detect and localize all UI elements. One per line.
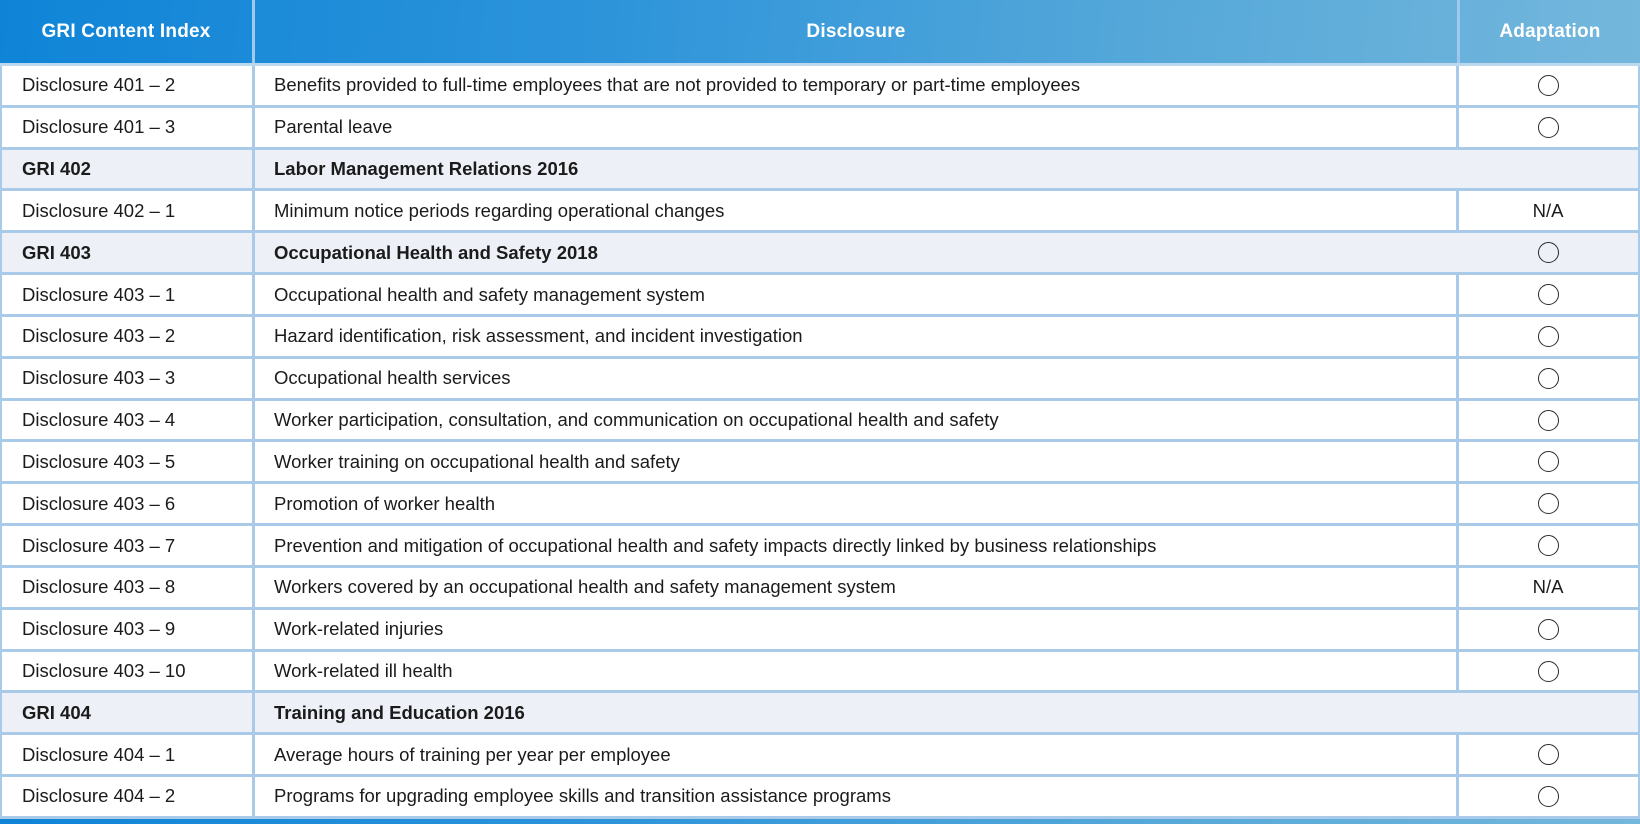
disclosure-row: [2, 610, 1638, 652]
disclosure-row: [2, 568, 1638, 610]
adaptation-cell: [1459, 66, 1638, 105]
gri-index-cell: Disclosure 402 – 1: [2, 191, 255, 230]
adaptation-cell: [1459, 359, 1638, 398]
disclosure-row: [2, 484, 1638, 526]
disclosure-row: [2, 66, 1638, 108]
table-header-row: [0, 0, 1640, 66]
adaptation-cell: [1459, 526, 1638, 565]
disclosure-row: [2, 442, 1638, 484]
disclosure-cell: Hazard identification, risk assessment, and incident investigation: [255, 317, 1459, 356]
gri-index-cell: Disclosure 403 – 9: [2, 610, 255, 649]
table-body: [0, 66, 1640, 819]
disclosure-cell: Worker training on occupational health and safety: [255, 442, 1459, 481]
adaptation-cell: [1459, 108, 1638, 147]
adaptation-circle-icon: [1538, 117, 1559, 138]
gri-index-cell: Disclosure 403 – 8: [2, 568, 255, 607]
bottom-divider-strip: [0, 819, 1640, 824]
disclosure-cell: Average hours of training per year per employee: [255, 735, 1459, 774]
disclosure-cell: Work-related injuries: [255, 610, 1459, 649]
adaptation-circle-icon: [1538, 284, 1559, 305]
gri-section-row: [2, 233, 1638, 275]
adaptation-circle-icon: [1538, 75, 1559, 96]
adaptation-circle-icon: [1538, 619, 1559, 640]
adaptation-cell: [1459, 401, 1638, 440]
gri-index-cell: Disclosure 403 – 10: [2, 652, 255, 691]
adaptation-circle-icon: [1538, 410, 1559, 431]
adaptation-cell: [1459, 484, 1638, 523]
disclosure-row: [2, 735, 1638, 777]
adaptation-circle-icon: [1538, 451, 1559, 472]
adaptation-cell: [1459, 233, 1638, 272]
gri-index-cell: Disclosure 401 – 2: [2, 66, 255, 105]
adaptation-cell: [1459, 317, 1638, 356]
adaptation-circle-icon: [1538, 744, 1559, 765]
gri-index-cell: GRI 403: [2, 233, 255, 272]
adaptation-cell: [1459, 777, 1638, 816]
disclosure-cell: Benefits provided to full-time employees that are not provided to temporary or part-time employees: [255, 66, 1459, 105]
adaptation-cell: [1459, 693, 1638, 732]
disclosure-row: [2, 777, 1638, 819]
gri-index-cell: Disclosure 401 – 3: [2, 108, 255, 147]
column-header-disclosure: Disclosure: [255, 0, 1460, 63]
disclosure-cell: Occupational health and safety management system: [255, 275, 1459, 314]
disclosure-cell: Parental leave: [255, 108, 1459, 147]
column-header-adaptation: Adaptation: [1499, 20, 1601, 42]
column-header-gri-content-index: GRI Content Index: [0, 0, 255, 63]
adaptation-cell: [1459, 652, 1638, 691]
disclosure-cell: Occupational health services: [255, 359, 1459, 398]
disclosure-cell: Occupational Health and Safety 2018: [274, 241, 598, 263]
disclosure-cell: Worker participation, consultation, and communication on occupational health and safety: [255, 401, 1459, 440]
disclosure-cell: Promotion of worker health: [255, 484, 1459, 523]
disclosure-row: [2, 191, 1638, 233]
gri-index-cell: Disclosure 403 – 4: [2, 401, 255, 440]
gri-index-cell: Disclosure 404 – 2: [2, 777, 255, 816]
disclosure-row: [2, 317, 1638, 359]
adaptation-cell: [1459, 735, 1638, 774]
gri-index-cell: Disclosure 404 – 1: [2, 735, 255, 774]
gri-index-cell: Disclosure 403 – 2: [2, 317, 255, 356]
disclosure-row: [2, 275, 1638, 317]
disclosure-cell: Prevention and mitigation of occupational health and safety impacts directly linked by business relationships: [255, 526, 1459, 565]
adaptation-circle-icon: [1538, 368, 1559, 389]
disclosure-cell: Workers covered by an occupational health and safety management system: [255, 568, 1459, 607]
adaptation-cell: [1459, 442, 1638, 481]
disclosure-row: [2, 401, 1638, 443]
gri-index-cell: Disclosure 403 – 7: [2, 526, 255, 565]
adaptation-circle-icon: [1538, 786, 1559, 807]
disclosure-row: [2, 359, 1638, 401]
disclosure-cell: Work-related ill health: [255, 652, 1459, 691]
gri-index-cell: Disclosure 403 – 6: [2, 484, 255, 523]
adaptation-cell: [1459, 610, 1638, 649]
gri-section-row: [2, 693, 1638, 735]
gri-index-cell: Disclosure 403 – 3: [2, 359, 255, 398]
gri-index-cell: GRI 404: [2, 693, 255, 732]
gri-section-row: [2, 150, 1638, 192]
adaptation-cell: [1459, 275, 1638, 314]
disclosure-cell: Training and Education 2016: [274, 701, 525, 723]
adaptation-circle-icon: [1538, 493, 1559, 514]
disclosure-cell: Labor Management Relations 2016: [274, 158, 579, 180]
adaptation-cell: N/A: [1532, 199, 1564, 221]
disclosure-row: [2, 652, 1638, 694]
adaptation-circle-icon: [1538, 326, 1559, 347]
disclosure-row: [2, 526, 1638, 568]
adaptation-circle-icon: [1538, 535, 1559, 556]
adaptation-circle-icon: [1538, 242, 1559, 263]
gri-index-cell: Disclosure 403 – 5: [2, 442, 255, 481]
gri-index-cell: Disclosure 403 – 1: [2, 275, 255, 314]
adaptation-circle-icon: [1538, 661, 1559, 682]
disclosure-cell: Programs for upgrading employee skills and transition assistance programs: [255, 777, 1459, 816]
adaptation-cell: N/A: [1532, 576, 1564, 598]
disclosure-row: [2, 108, 1638, 150]
disclosure-cell: Minimum notice periods regarding operational changes: [255, 191, 1459, 230]
gri-index-cell: GRI 402: [2, 150, 255, 189]
adaptation-cell: [1459, 150, 1638, 189]
